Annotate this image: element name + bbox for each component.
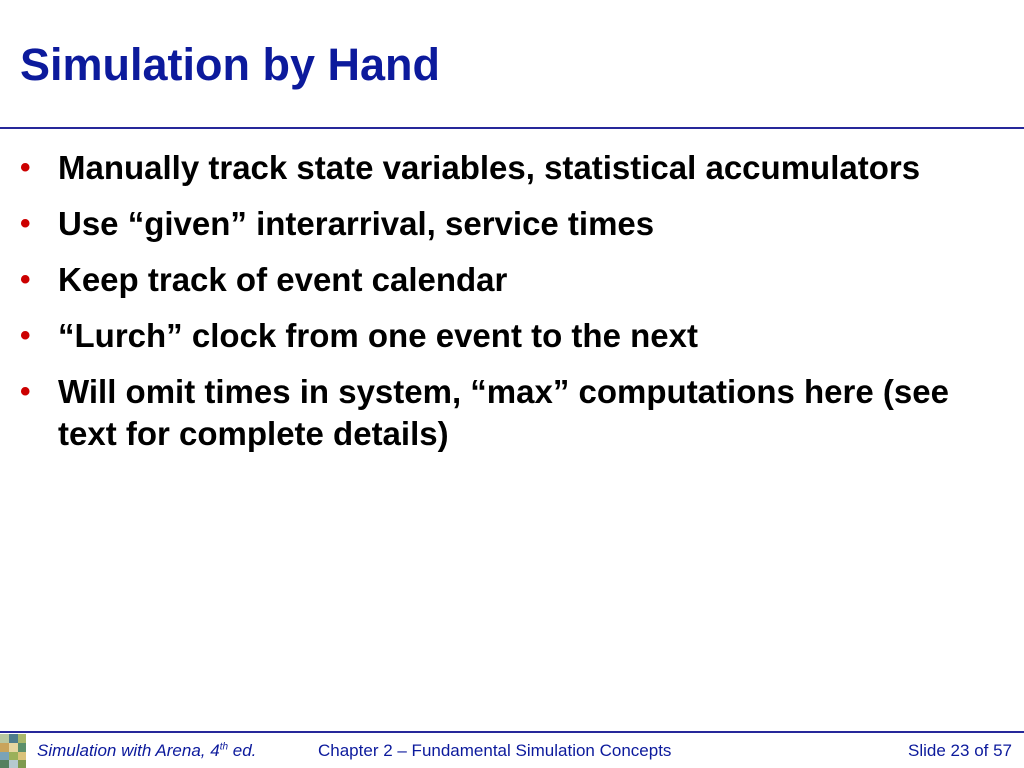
bullet-text: Keep track of event calendar bbox=[58, 261, 508, 298]
bullet-text: Will omit times in system, “max” computations here (see text for complete details) bbox=[58, 373, 949, 452]
arena-mosaic-logo-icon bbox=[0, 734, 26, 768]
bullet-item bbox=[20, 315, 1000, 357]
bullet-text: Use “given” interarrival, service times bbox=[58, 205, 655, 242]
footer-book-title bbox=[37, 741, 256, 761]
bullet-item bbox=[20, 259, 1000, 301]
bullet-text: “Lurch” clock from one event to the next bbox=[58, 317, 698, 354]
bullet-list bbox=[20, 147, 1000, 469]
bullet-dot-icon: • bbox=[20, 263, 31, 296]
book-title-text: Simulation with Arena, 4 bbox=[37, 741, 220, 760]
title-divider bbox=[0, 127, 1024, 129]
slide-title: Simulation by Hand bbox=[20, 39, 441, 90]
bullet-dot-icon: • bbox=[20, 375, 31, 408]
book-edition-suffix: ed. bbox=[228, 741, 257, 760]
bullet-item bbox=[20, 371, 1000, 455]
bullet-item bbox=[20, 147, 1000, 189]
bullet-text: Manually track state variables, statistical accumulators bbox=[58, 149, 921, 186]
bullet-item bbox=[20, 203, 1000, 245]
slide-footer bbox=[0, 733, 1024, 768]
bullet-dot-icon: • bbox=[20, 319, 31, 352]
bullet-dot-icon: • bbox=[20, 151, 31, 184]
bullet-dot-icon: • bbox=[20, 207, 31, 240]
book-edition-superscript: th bbox=[219, 741, 229, 753]
footer-chapter: Chapter 2 – Fundamental Simulation Concepts bbox=[318, 741, 672, 760]
footer-slide-number: Slide 23 of 57 bbox=[908, 741, 1012, 760]
